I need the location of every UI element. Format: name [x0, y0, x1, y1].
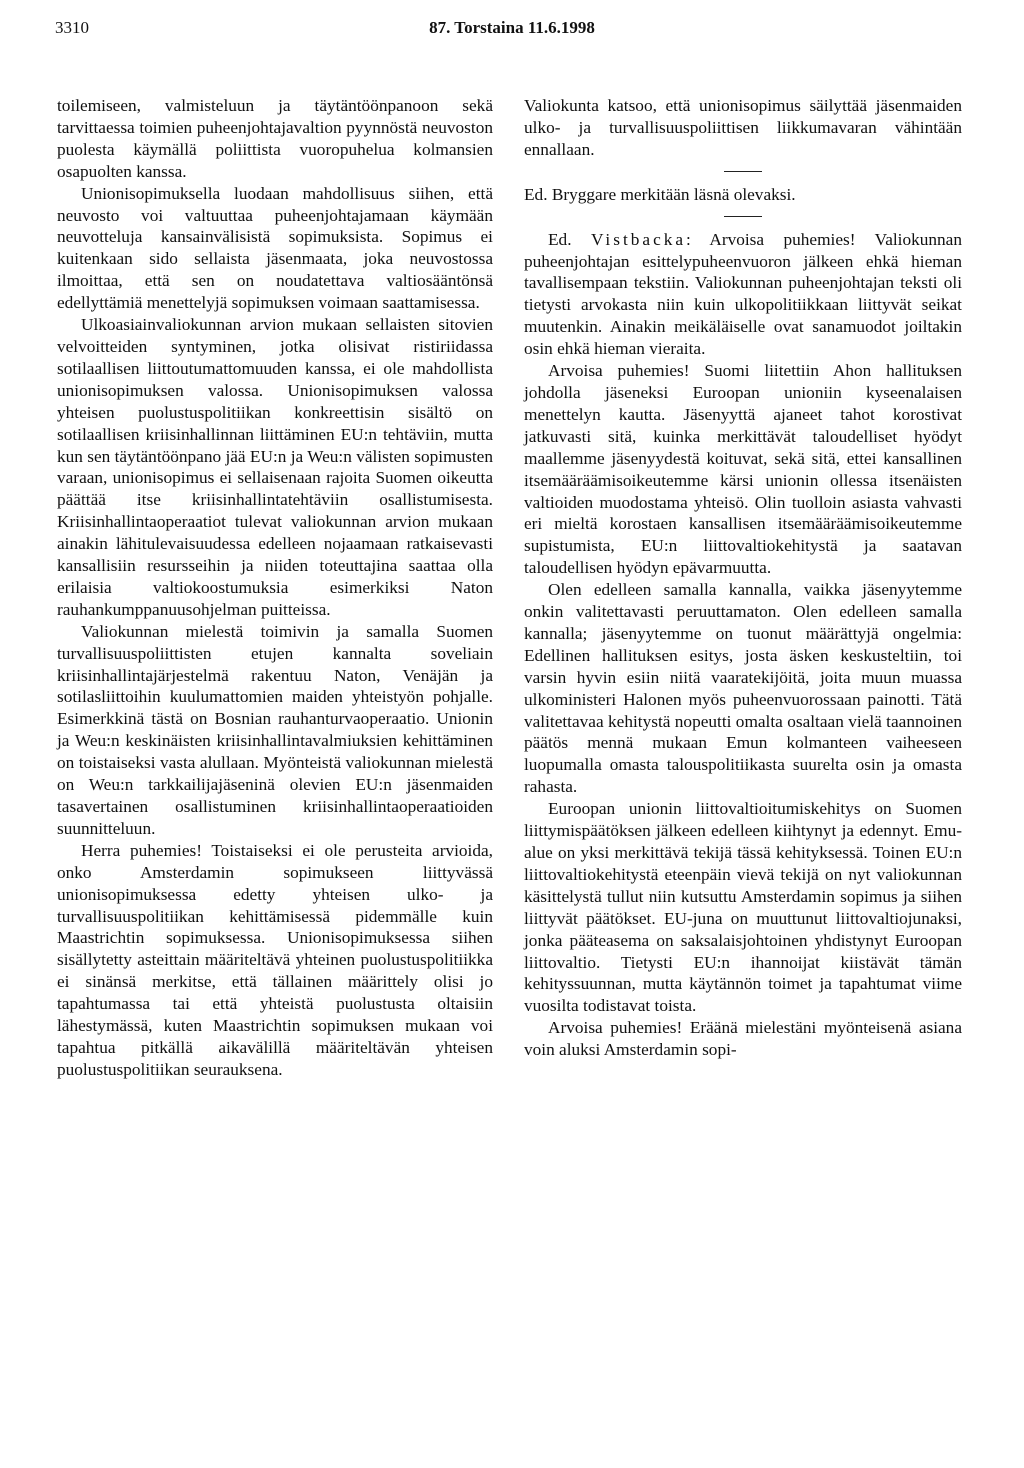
- speech-opening: [524, 229, 962, 360]
- paragraph: Euroopan unionin liittovaltioitumiskehitys on Suomen liittymispäätöksen jälkeen edelleen kiihtynyt ja edennyt. Emu-alue on yksi merkittävä tekijä tässä kehityksessä. Toinen EU:n liittovaltiokehitystä eteenpäin vievä tekijä on nyt valiokunnan käsittelystä tullut niin kutsuttu Amsterdamin sopimus ja siihen liittyvät päätökset. EU-juna on muuttunut liittovaltiojunaksi, jonka pääteasema on saksalaisjohtoinen yhdistynyt Euroopan liittovaltio. Tietysti EU:n ihannoijat kiistävät tämän kehityssuunnan, mutta käytännön toimet ja tapahtumat viime vuosilta todistavat toista.: [524, 799, 962, 1016]
- paragraph: Arvoisa puhemies! Eräänä mielestäni myönteisenä asiana voin aluksi Amsterdamin sopi-: [524, 1018, 962, 1060]
- paragraph: Arvoisa puhemies! Suomi liitettiin Ahon hallituksen johdolla jäseneksi Euroopan unioniin kyseenalaisen menettelyn kautta. Jäsenyyttä ajaneet tahot korostivat jatkuvasti sitä, kuinka merkittävät taloudelliset hyödyt maallemme jäsenyydestä koituvat, sekä sitä, ettei kansallinen itsemääräämisoikeutemme kärsi unionin ollessa itsenäisten valtioiden muodostama yhteisö. Olin tuolloin asiasta vahvasti eri mieltä korostaen kansallisen itsemääräämisoikeutemme supistumista, EU:n liittovaltiokehitystä ja saatavan taloudellisen hyödyn epävarmuutta.: [524, 361, 962, 578]
- paragraph: Herra puhemies! Toistaiseksi ei ole perusteita arvioida, onko Amsterdamin sopimukseen liittyvässä unionisopimuksessa edetty yhteisen ulko- ja turvallisuuspolitiikan kehittämisessä pidemmälle kuin Maastrichtin sopimuksessa. Unionisopimuksessa siihen sisällytetty asteittain määriteltävä yhteinen puolustuspolitiikka ei sinänsä merkitse, että tällainen määrittely olisi jo tapahtumassa tai että yhteistä puolustusta oltaisiin lähestymässä, kuten Maastrichtin sopimuksen mukaan voi tapahtua pitkällä aikavälillä määriteltävän yhteisen puolustuspolitiikan seurauksena.: [57, 840, 493, 1079]
- left-column: [57, 95, 493, 1081]
- section-divider: [724, 171, 762, 172]
- section-divider: [724, 216, 762, 217]
- paragraph: Olen edelleen samalla kannalla, vaikka jäsenyytemme onkin valitettavasti peruuttamaton. Olen edelleen samalla kannalla; jäsenyytemme on tuonut määrättyjä ongelmia: Edellinen hallituksen esitys, josta äsken keskusteltiin, toi varsin hyvin esiin niitä vaaratekijöitä, joita muun muassa ulkoministeri Halonen myös puheenvuorossaan painotti. Tätä valitettavaa kehitystä nopeutti omalta osaltaan vielä taannoinen päätös mennä mukaan Emun kolmanteen vaiheeseen luopumalla omasta talouspolitiikasta suurelta osin ja omasta rahasta.: [524, 580, 962, 797]
- speaker-name: Vistbacka: [590, 229, 687, 249]
- page-number: 3310: [55, 18, 89, 37]
- speaker-prefix: Ed.: [548, 229, 572, 249]
- paragraph: toilemiseen, valmisteluun ja täytäntöönpanoon sekä tarvittaessa toimien puheenjohtajavaltion pyynnöstä neuvoston puolesta käymällä poliittista vuoropuhelua kolmansien osapuolten kanssa.: [57, 96, 493, 181]
- right-column: [524, 95, 962, 1061]
- paragraph: Valiokunta katsoo, että unionisopimus säilyttää jäsenmaiden ulko- ja turvallisuuspoliittisen liikkumavaran vähintään ennallaan.: [524, 96, 962, 159]
- attendance-note: Ed. Bryggare merkitään läsnä olevaksi.: [524, 184, 796, 204]
- paragraph: Unionisopimuksella luodaan mahdollisuus siihen, että neuvosto voi valtuuttaa puheenjohtajamaan käymään neuvotteluja kansainvälisistä sopimuksista. Sopimus ei kuitenkaan sido sellaista jäsenmaata, joka neuvostossa ilmoittaa, että sen on noudatettava valtiosääntönsä edellyttämiä menettelyjä sopimuksen voimaan saattamisessa.: [57, 183, 493, 313]
- speech-text: : Arvoisa puhemies! Valiokunnan puheenjohtajan esittelypuheenvuoron jälkeen ehkä hieman tavallisempaan tekstiin. Valiokunnan puheenjohtajan teksti oli tietysti arvokasta niin kuin ulkopolitiikkaan liittyvät seikat muutenkin. Ainakin meikäläiselle ovat sanamuodot joiltakin osin ehkä hieman vieraita.: [524, 229, 962, 359]
- page-header: [0, 18, 1024, 48]
- paragraph: Ulkoasiainvaliokunnan arvion mukaan sellaisten sitovien velvoitteiden syntyminen, jotka olisivat ristiriidassa sotilaallisen liittoutumattomuuden kanssa, ei ole mahdollista unionisopimuksen valossa. Unionisopimuksen valossa yhteisen puolustuspolitiikan konkreettisin sisältö on sotilaallisen kriisinhallinnan liittäminen EU:n tehtäviin, mutta kun sen täytäntöönpano jää EU:n ja Weu:n välisten sopimusten varaan, unionisopimus ei sellaisenaan rajoita Suomen oikeutta päättää itse kriisinhallintatehtäviin osallistumisesta. Kriisinhallintaoperaatiot tulevat valiokunnan arvion mukaan ainakin lähitulevaisuudessa edelleen nojaamaan ratkaisevasti kansallisiin resursseihin ja niiden toteuttajina saattaa olla erilaisia valtiokoostumuksia esimerkiksi Naton rauhankumppanuusohjelman puitteissa.: [57, 315, 493, 619]
- paragraph: Valiokunnan mielestä toimivin ja samalla Suomen turvallisuuspoliittisten etujen kannalta soveliain kriisinhallintajärjestelmä rakentuu Naton, Venäjän ja sotilasliittoihin kuulumattomien maiden yhteistyön pohjalle. Esimerkkinä tästä on Bosnian rauhanturvaoperaatio. Unionin ja Weu:n keskinäisten kriisinhallintavalmiuksien kehittäminen on toistaiseksi vasta alullaan. Myönteistä valiokunnan mielestä on Weu:n tarkkailijajäseninä olevien EU:n jäsenmaiden tasavertainen osallistuminen kriisinhallintaoperaatioiden suunnitteluun.: [57, 621, 493, 838]
- running-title: 87. Torstaina 11.6.1998: [429, 18, 595, 37]
